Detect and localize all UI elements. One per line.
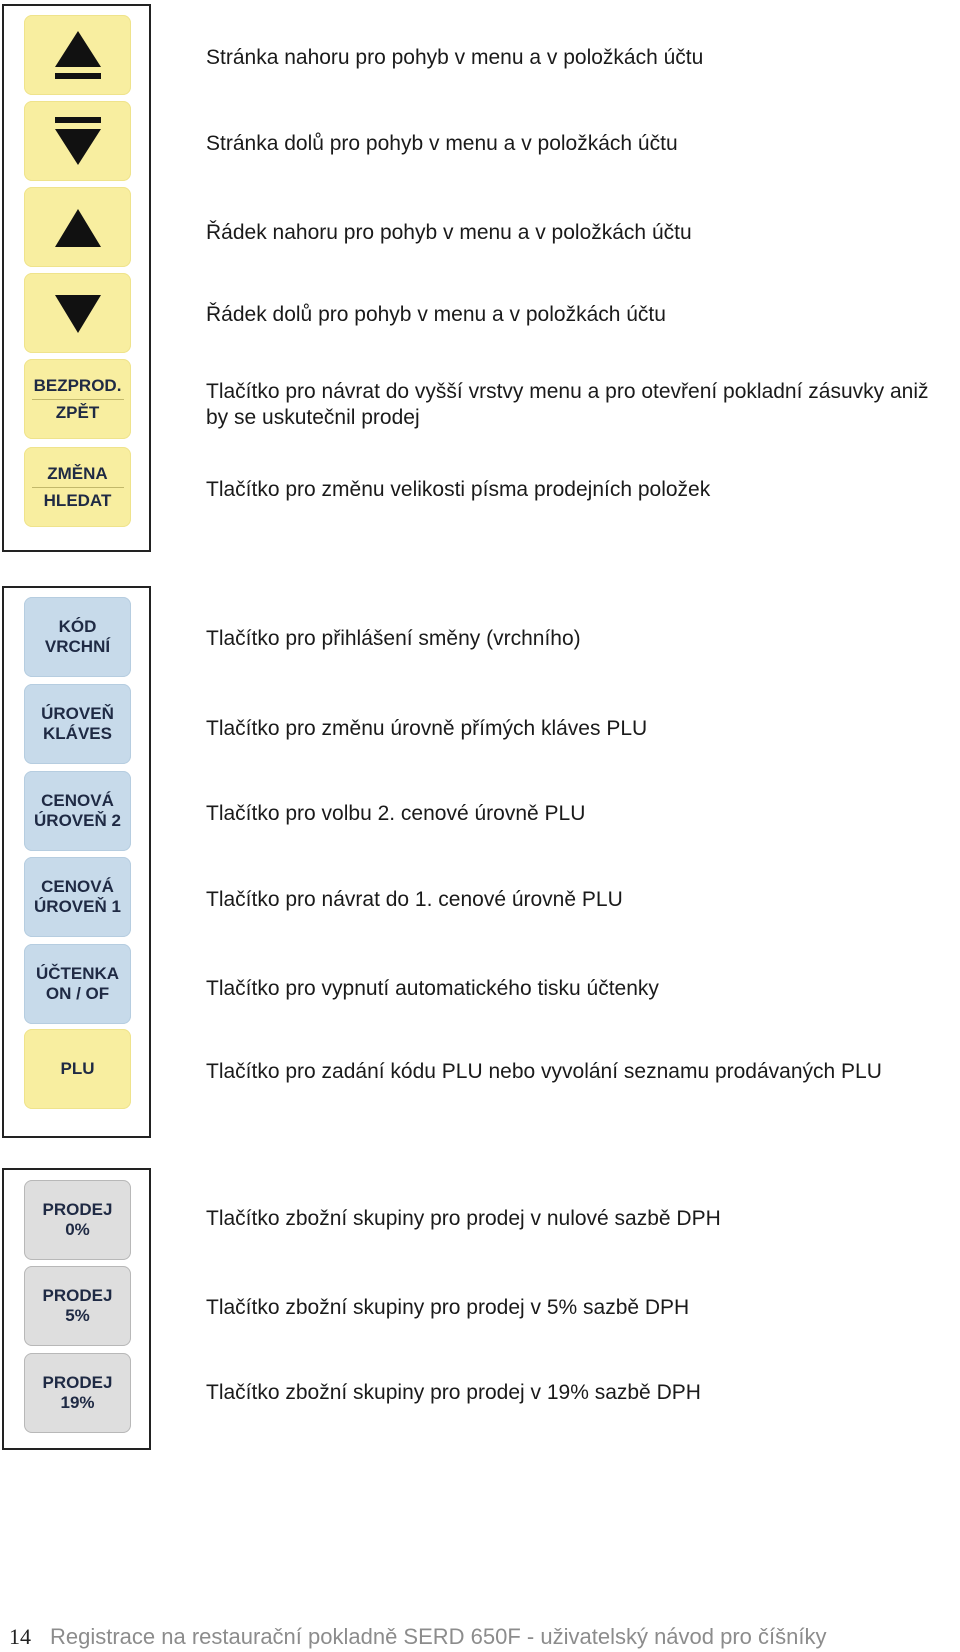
key-label-top: KÓD	[58, 617, 97, 636]
uroven-klaves-key[interactable]	[24, 684, 131, 764]
uroven-klaves-description: Tlačítko pro změnu úrovně přímých kláves PLU	[206, 717, 648, 740]
line-down-icon	[53, 291, 103, 335]
key-label-bottom: HLEDAT	[43, 490, 112, 510]
page-down-icon	[53, 113, 103, 169]
prodej-0-key[interactable]	[24, 1180, 131, 1260]
page-footer	[0, 1622, 960, 1652]
prodej-19-description: Tlačítko zbožní skupiny pro prodej v 19% sazbě DPH	[206, 1381, 701, 1404]
key-label-top: PRODEJ	[42, 1373, 113, 1392]
cenova-uroven-2-key[interactable]	[24, 771, 131, 851]
key-label-top: ZMĚNA	[32, 464, 124, 488]
uctenka-on-of-description: Tlačítko pro vypnutí automatického tisku účtenky	[206, 977, 659, 1000]
line-up-icon	[53, 205, 103, 249]
line-down-key[interactable]	[24, 273, 131, 353]
prodej-19-key[interactable]	[24, 1353, 131, 1433]
key-label-top: ÚČTENKA	[35, 964, 120, 983]
prodej-5-key[interactable]	[24, 1266, 131, 1346]
key-label-bottom: ÚROVEŇ 2	[34, 811, 121, 830]
key-label-top: PRODEJ	[42, 1286, 113, 1305]
key-label-top: BEZPROD.	[32, 376, 124, 400]
footer-title: Registrace na restaurační pokladně SERD 650F - uživatelský návod pro číšníky	[50, 1624, 827, 1649]
cenova-uroven-2-description: Tlačítko pro volbu 2. cenové úrovně PLU	[206, 802, 586, 825]
key-label-bottom: VRCHNÍ	[44, 637, 111, 656]
page-up-key[interactable]	[24, 15, 131, 95]
key-label-bottom: ÚROVEŇ 1	[34, 897, 121, 916]
line-up-key[interactable]	[24, 187, 131, 267]
page-up-icon	[53, 27, 103, 83]
zmena-hledat-description: Tlačítko pro změnu velikosti písma prodejních položek	[206, 478, 711, 501]
page-down-description: Stránka dolů pro pohyb v menu a v položkách účtu	[206, 132, 678, 155]
kod-vrchni-key[interactable]	[24, 597, 131, 677]
key-label-bottom: 0%	[65, 1220, 90, 1239]
page-number: 14	[9, 1624, 31, 1649]
kod-vrchni-description: Tlačítko pro přihlášení směny (vrchního)	[206, 627, 581, 650]
page-up-description: Stránka nahoru pro pohyb v menu a v položkách účtu	[206, 46, 704, 69]
prodej-0-description: Tlačítko zbožní skupiny pro prodej v nulové sazbě DPH	[206, 1207, 721, 1230]
key-label-top: CENOVÁ	[41, 791, 114, 810]
uctenka-on-of-key[interactable]	[24, 944, 131, 1024]
key-label-top: ÚROVEŇ	[41, 704, 114, 723]
prodej-5-description: Tlačítko zbožní skupiny pro prodej v 5% sazbě DPH	[206, 1296, 690, 1319]
key-label-top: CENOVÁ	[41, 877, 114, 896]
key-label-bottom: KLÁVES	[43, 724, 112, 743]
bezprod-zpet-key[interactable]	[24, 359, 131, 439]
line-down-description: Řádek dolů pro pohyb v menu a v položkách účtu	[206, 303, 666, 326]
plu-description: Tlačítko pro zadání kódu PLU nebo vyvolání seznamu prodávaných PLU	[206, 1060, 882, 1083]
key-label: PLU	[60, 1059, 95, 1078]
bezprod-zpet-description: Tlačítko pro návrat do vyšší vrstvy menu a pro otevření pokladní zásuvky aniž by se uskutečnil prodej	[206, 380, 929, 429]
zmena-hledat-key[interactable]	[24, 447, 131, 527]
key-label-bottom: ON / OF	[45, 984, 110, 1003]
key-label-top: PRODEJ	[42, 1200, 113, 1219]
cenova-uroven-1-description: Tlačítko pro návrat do 1. cenové úrovně PLU	[206, 888, 623, 911]
key-label-bottom: 5%	[65, 1306, 90, 1325]
page-down-key[interactable]	[24, 101, 131, 181]
line-up-description: Řádek nahoru pro pohyb v menu a v položkách účtu	[206, 221, 692, 244]
plu-key[interactable]	[24, 1029, 131, 1109]
key-label-bottom: ZPĚT	[55, 402, 100, 422]
cenova-uroven-1-key[interactable]	[24, 857, 131, 937]
key-label-bottom: 19%	[60, 1393, 95, 1412]
